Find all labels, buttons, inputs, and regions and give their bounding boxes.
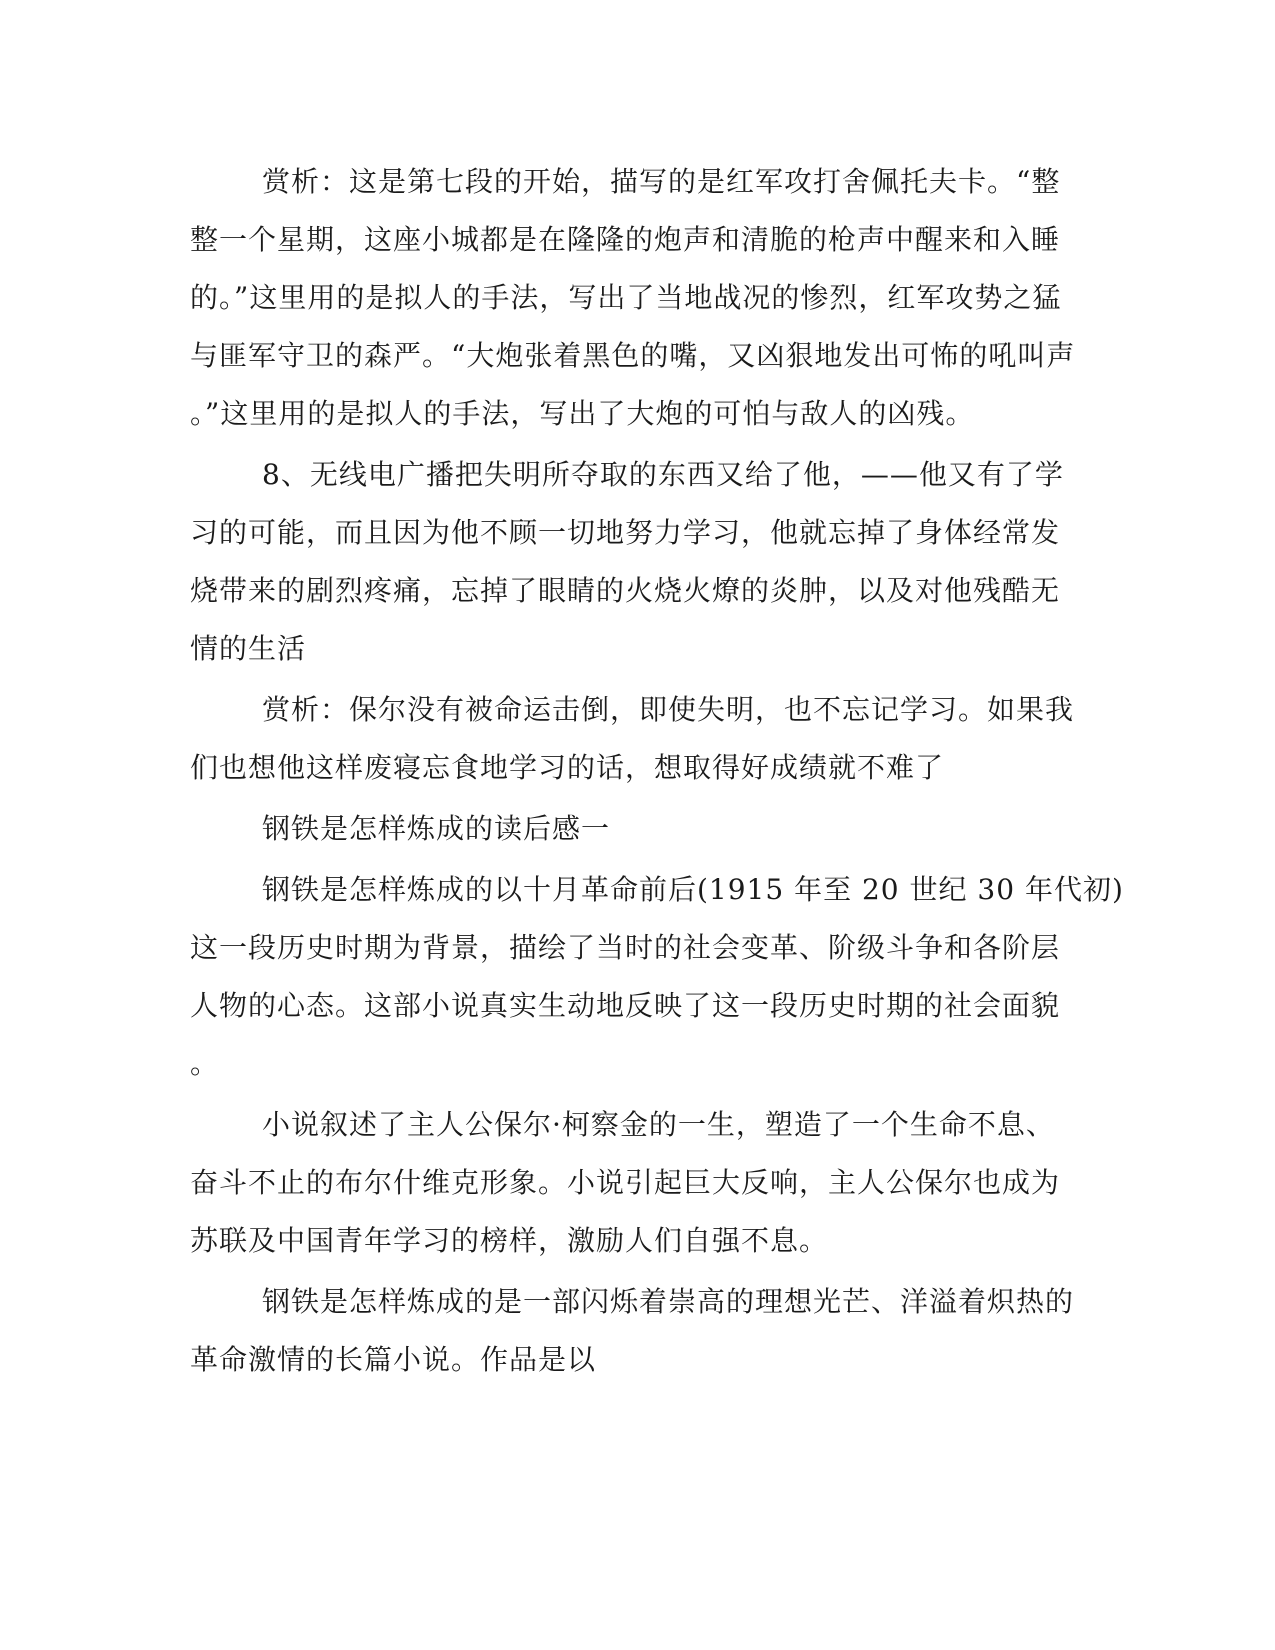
paragraph-5-line-3: 人物的心态。这部小说真实生动地反映了这一段历史时期的社会面貌 [190, 989, 1061, 1022]
paragraph-1-line-1: 赏析：这是第七段的开始，描写的是红军攻打舍佩托夫卡。“整 [262, 165, 1061, 198]
paragraph-2-line-1: 8、无线电广播把失明所夺取的东西又给了他，——他又有了学 [262, 458, 1064, 491]
paragraph-2-line-4: 情的生活 [190, 632, 307, 665]
paragraph-7-line-1: 钢铁是怎样炼成的是一部闪烁着崇高的理想光芒、洋溢着炽热的 [262, 1285, 1075, 1318]
paragraph-1-line-5: 。”这里用的是拟人的手法，写出了大炮的可怕与敌人的凶残。 [190, 397, 975, 430]
paragraph-7-line-2: 革命激情的长篇小说。作品是以 [190, 1343, 597, 1376]
paragraph-1-line-3: 的。”这里用的是拟人的手法，写出了当地战况的惨烈，红军攻势之猛 [190, 281, 1062, 314]
paragraph-6-line-2: 奋斗不止的布尔什维克形象。小说引起巨大反响，主人公保尔也成为 [190, 1166, 1061, 1199]
paragraph-3-line-2: 们也想他这样废寝忘食地学习的话，想取得好成绩就不难了 [190, 751, 945, 784]
paragraph-6-line-1: 小说叙述了主人公保尔·柯察金的一生，塑造了一个生命不息、 [262, 1108, 1055, 1141]
section-heading: 钢铁是怎样炼成的读后感一 [262, 812, 611, 845]
paragraph-2-line-3: 烧带来的剧烈疼痛，忘掉了眼睛的火烧火燎的炎肿，以及对他残酷无 [190, 574, 1061, 607]
paragraph-3-line-1: 赏析：保尔没有被命运击倒，即使失明，也不忘记学习。如果我 [262, 693, 1075, 726]
paragraph-6-line-3: 苏联及中国青年学习的榜样，激励人们自强不息。 [190, 1224, 829, 1257]
paragraph-1-line-2: 整一个星期，这座小城都是在隆隆的炮声和清脆的枪声中醒来和入睡 [190, 223, 1061, 256]
paragraph-5-line-1: 钢铁是怎样炼成的以十月革命前后(1915 年至 20 世纪 30 年代初) [262, 873, 1124, 906]
paragraph-5-line-2: 这一段历史时期为背景，描绘了当时的社会变革、阶级斗争和各阶层 [190, 931, 1061, 964]
paragraph-2-line-2: 习的可能，而且因为他不顾一切地努力学习，他就忘掉了身体经常发 [190, 516, 1061, 549]
paragraph-5-line-4: 。 [190, 1047, 220, 1080]
paragraph-1-line-4: 与匪军守卫的森严。“大炮张着黑色的嘴，又凶狠地发出可怖的吼叫声 [190, 339, 1076, 372]
